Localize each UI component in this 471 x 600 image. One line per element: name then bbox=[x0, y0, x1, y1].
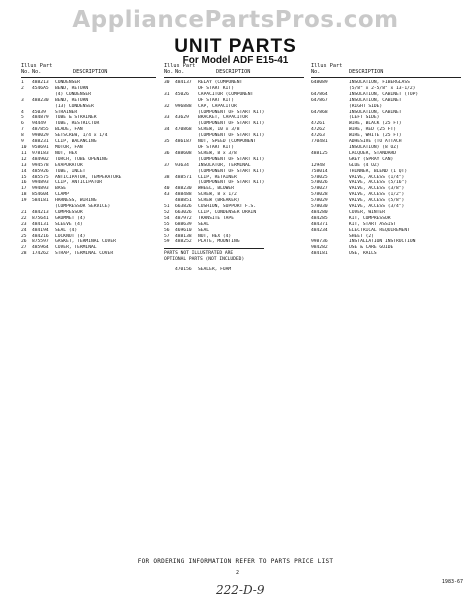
illus-no: 52 bbox=[164, 209, 170, 215]
part-description: GREY (SPRAY CAN) bbox=[349, 156, 394, 162]
part-no: 484194 bbox=[32, 227, 49, 233]
illus-no: 36 bbox=[164, 150, 170, 156]
part-no: 484285 bbox=[311, 215, 328, 221]
page-number: 2 bbox=[236, 570, 240, 576]
part-description: BRACKET, CAPACITOR bbox=[198, 115, 248, 121]
part-no: 484137 bbox=[175, 80, 192, 85]
part-no: 648089 bbox=[311, 80, 328, 85]
parts-column-2 bbox=[164, 64, 304, 273]
illus-no: 37 bbox=[164, 162, 170, 168]
part-no: 647867 bbox=[311, 97, 328, 103]
illus-no: 43 bbox=[164, 192, 170, 198]
part-description: SEALER, FOAM bbox=[198, 267, 232, 273]
part-no: 578025 bbox=[311, 174, 328, 180]
part-no: 47263 bbox=[311, 133, 325, 139]
part-description: EVAPORATOR bbox=[55, 162, 83, 168]
part-no: 488230 bbox=[32, 97, 49, 103]
part-no: 487972 bbox=[175, 215, 192, 221]
part-no: 4546A5 bbox=[32, 85, 49, 91]
page-title: UNIT PARTS bbox=[174, 36, 297, 57]
illus-no: 4 bbox=[21, 109, 24, 115]
part-description: COVER, TERMINAL bbox=[55, 245, 97, 251]
illus-no: 26 bbox=[21, 239, 27, 245]
illus-no: 40 bbox=[164, 186, 170, 192]
part-description: BEND, RETURN bbox=[55, 85, 89, 91]
header-illus: Illus Part bbox=[164, 63, 196, 69]
part-no: 484181 bbox=[311, 251, 328, 257]
part-no: 758014 bbox=[311, 168, 328, 174]
illus-no: 17 bbox=[21, 186, 27, 192]
part-description: TRANSITE TAPE bbox=[198, 215, 234, 221]
part-description: SEAL (4) bbox=[55, 227, 78, 233]
part-description: (COMPONENT OF START KIT) bbox=[198, 133, 265, 139]
part-no: 488851 bbox=[175, 198, 192, 204]
list-item bbox=[164, 267, 304, 273]
list-item bbox=[311, 251, 461, 257]
part-description: KIT, COMPRESSOR bbox=[349, 215, 391, 221]
illus-no: 16 bbox=[21, 180, 27, 186]
part-no: 470868 bbox=[175, 127, 192, 133]
part-description: GROMMET (4) bbox=[55, 215, 86, 221]
note-line: OPTIONAL PARTS (NOT INCLUDED) bbox=[164, 257, 245, 263]
list-item bbox=[21, 251, 156, 257]
illus-no: 25 bbox=[21, 233, 27, 239]
illus-no: 18 bbox=[21, 192, 27, 198]
part-no: 47262 bbox=[311, 127, 325, 133]
column-header bbox=[311, 64, 461, 80]
part-description: SEAL bbox=[198, 227, 210, 233]
part-no: 770481 bbox=[311, 139, 328, 145]
illus-no: 13 bbox=[21, 162, 27, 168]
part-description: VALVE, ACCESS (3/8") bbox=[349, 186, 405, 192]
part-no: 488571 bbox=[175, 174, 192, 180]
header-illus: Illus Part bbox=[21, 63, 53, 69]
part-no: 978183 bbox=[32, 150, 49, 156]
header-part-no: No. bbox=[32, 69, 42, 75]
part-description: (COMPONENT OF START KIT) bbox=[198, 121, 265, 127]
note-line: PARTS NOT ILLUSTRATED ARE bbox=[164, 251, 234, 257]
part-description: INSULATION, CABINET bbox=[349, 97, 402, 103]
illus-no: 27 bbox=[21, 245, 27, 251]
part-description: INSULATION, CABINET bbox=[349, 109, 402, 115]
part-no: 12948 bbox=[311, 162, 325, 168]
illus-no: 34 bbox=[164, 127, 170, 133]
illus-no: 31 bbox=[164, 91, 170, 97]
illus-no: 38 bbox=[164, 174, 170, 180]
part-description: (COMPONENT OF START KIT) bbox=[198, 109, 265, 115]
part-description: NUT, SPEED (COMPONENT bbox=[198, 139, 257, 145]
part-no: 469610 bbox=[175, 227, 192, 233]
part-no: 488125 bbox=[311, 150, 328, 156]
part-description: ANTICIPATOR, TEMPERATURE bbox=[55, 174, 122, 180]
illus-no: 14 bbox=[21, 168, 27, 174]
header-part: Illus Part bbox=[311, 63, 343, 69]
part-description: (4) CONDENSER bbox=[55, 91, 91, 97]
part-no: 994893 bbox=[32, 186, 49, 192]
part-description: STRAINER bbox=[55, 109, 78, 115]
part-description: LOCKNUT (4) bbox=[55, 233, 86, 239]
part-description: HARNESS, WIRING bbox=[55, 198, 97, 204]
part-no: 484234 bbox=[311, 227, 328, 233]
part-no: 875597 bbox=[32, 239, 49, 245]
header-rule bbox=[164, 77, 304, 78]
part-description: COVER, WINTER bbox=[349, 209, 385, 215]
illus-no: 6 bbox=[21, 121, 24, 127]
part-description: CUSHION, SUPPORT F.S. bbox=[198, 204, 257, 210]
part-description: INSULATION) (8 OZ) bbox=[349, 144, 399, 150]
illus-no: 21 bbox=[21, 209, 27, 215]
illus-no: 56 bbox=[164, 227, 170, 233]
part-no: 647868 bbox=[311, 109, 328, 115]
header-description: DESCRIPTION bbox=[73, 69, 108, 75]
part-no: 663026 bbox=[175, 209, 192, 215]
illus-no bbox=[164, 267, 175, 273]
part-description: INSULATOR, TERMINAL bbox=[198, 162, 251, 168]
part-description: STRAP, TERMINAL COVER bbox=[55, 251, 114, 257]
part-description: (COMPONENT OF START KIT) bbox=[198, 168, 265, 174]
part-description: OF START KIT) bbox=[198, 97, 234, 103]
part-description: CLIP, ANTICIPATOR bbox=[55, 180, 103, 186]
part-description: PLATE, MOUNTING bbox=[198, 239, 240, 245]
part-description: CLIP, CONDENSER DRAIN bbox=[198, 209, 257, 215]
optional-parts-note bbox=[164, 251, 304, 263]
part-no: 488213 bbox=[32, 80, 49, 85]
part-description: SETSCREW, 1/4 x 1/4 bbox=[55, 133, 108, 139]
part-no: 994578 bbox=[32, 162, 49, 168]
part-no: 484902 bbox=[32, 156, 49, 162]
parts-list bbox=[311, 80, 461, 257]
document-code: 1983-67 bbox=[441, 579, 463, 585]
part-description: BEND, RETURN bbox=[55, 97, 89, 103]
part-description: OF START KIT) bbox=[198, 144, 234, 150]
part-no: 484879 bbox=[32, 115, 49, 121]
part-no: 470156 bbox=[175, 267, 192, 273]
illus-no: 9 bbox=[21, 139, 24, 145]
illus-no: 23 bbox=[21, 221, 27, 227]
part-description: BASE bbox=[55, 186, 67, 192]
part-description: TUBE, RESTRICTOR bbox=[55, 121, 100, 127]
part-no: 958691 bbox=[32, 144, 49, 150]
part-no: 94449 bbox=[32, 121, 46, 127]
part-no: 485964 bbox=[32, 245, 49, 251]
illus-no: 30 bbox=[164, 80, 170, 85]
header-rule bbox=[311, 77, 461, 78]
illus-no: 5 bbox=[21, 115, 24, 121]
part-no: 994893 bbox=[32, 180, 49, 186]
part-description: VALVE, ACCESS (1/2") bbox=[349, 192, 405, 198]
part-no: 996888 bbox=[175, 103, 192, 109]
part-description: WHEEL, BLOWER bbox=[198, 186, 234, 192]
part-no: 485926 bbox=[32, 168, 49, 174]
part-description: ELECTRICAL REQUIREMENT bbox=[349, 227, 410, 233]
illus-no: 57 bbox=[164, 233, 170, 239]
part-no: 578026 bbox=[311, 180, 328, 186]
part-description: VALVE, ACCESS (5/16") bbox=[349, 180, 408, 186]
part-description: (5/8" x 2-5/8" x 13-1/2) bbox=[349, 85, 416, 91]
part-description: TUBE & STRAINER bbox=[55, 115, 97, 121]
part-no: 487855 bbox=[32, 127, 49, 133]
illus-no: 55 bbox=[164, 221, 170, 227]
part-description: SLEEVE (4) bbox=[55, 221, 83, 227]
part-description: NUT, HEX bbox=[55, 150, 78, 156]
part-description: VALVE, ACCESS (3/4") bbox=[349, 204, 405, 210]
part-description: CONDENSER bbox=[55, 80, 80, 85]
handwritten-note: 222-D-9 bbox=[216, 583, 265, 597]
part-description: SEAL bbox=[198, 221, 210, 227]
part-no: 488230 bbox=[175, 186, 192, 192]
illus-no: 8 bbox=[21, 133, 24, 139]
part-no: 688639 bbox=[175, 221, 192, 227]
illus-no: 11 bbox=[21, 150, 27, 156]
part-no: 43629 bbox=[175, 115, 189, 121]
part-no: 488488 bbox=[175, 192, 192, 198]
part-no: 578028 bbox=[311, 192, 328, 198]
header-part-no: No. bbox=[311, 69, 321, 75]
column-header bbox=[21, 64, 156, 80]
header-part-no: No. bbox=[175, 69, 185, 75]
part-description: COMPRESSOR bbox=[55, 209, 83, 215]
illus-no: 28 bbox=[21, 251, 27, 257]
part-no: 488252 bbox=[175, 239, 192, 245]
part-description: USE & CARE GUIDE bbox=[349, 245, 394, 251]
parts-column-3 bbox=[311, 64, 461, 257]
part-no: 488608 bbox=[175, 150, 192, 156]
part-no: 484371 bbox=[311, 221, 328, 227]
page-subtitle: For Model ADF E15-41 bbox=[182, 55, 289, 66]
illus-no: 54 bbox=[164, 215, 170, 221]
part-no: 984282 bbox=[311, 245, 328, 251]
column-header bbox=[164, 64, 304, 80]
part-no: 484280 bbox=[311, 209, 328, 215]
ordering-footer: FOR ORDERING INFORMATION REFER TO PARTS PRICE LIST bbox=[137, 558, 334, 565]
illus-no: 35 bbox=[164, 139, 170, 145]
part-description: (COMPRESSOR SERVICE) bbox=[55, 204, 111, 210]
part-description: CAP, CAPACITOR bbox=[198, 103, 237, 109]
part-description: WIRE, BLACK (25 FT) bbox=[349, 121, 402, 127]
part-no: 484216 bbox=[32, 233, 49, 239]
part-no: 484131 bbox=[32, 221, 49, 227]
part-description: SCREW, 8 x 3/8 bbox=[198, 150, 237, 156]
part-no: 47261 bbox=[311, 121, 325, 127]
part-description: CLIP, BALANCING bbox=[55, 139, 97, 145]
part-no: 647864 bbox=[311, 91, 328, 97]
parts-column-1 bbox=[21, 64, 156, 257]
part-description: (RIGHT SIDE) bbox=[349, 103, 383, 109]
part-description: WIRE, RED (25 FT) bbox=[349, 127, 397, 133]
header-description: DESCRIPTION bbox=[216, 69, 251, 75]
part-description: USE, RAILS bbox=[349, 251, 377, 257]
header-description: DESCRIPTION bbox=[349, 69, 384, 75]
part-description: (COMPONENT OF START KIT) bbox=[198, 180, 265, 186]
illus-no: 59 bbox=[164, 239, 170, 245]
illus-no: 51 bbox=[164, 204, 170, 210]
part-no: 485575 bbox=[32, 174, 49, 180]
part-description: SCREW, 10 x 3/8 bbox=[198, 127, 240, 133]
part-no: 488138 bbox=[175, 233, 192, 239]
part-description: LACQUER, STANDARD bbox=[349, 150, 397, 156]
part-description: TORCH, TUBE OPENING bbox=[55, 156, 108, 162]
part-no: 484213 bbox=[32, 209, 49, 215]
parts-list bbox=[164, 80, 304, 245]
part-no: 578027 bbox=[311, 186, 328, 192]
part-description: GLUE (4 OZ) bbox=[349, 162, 380, 168]
part-description: INSULATION, FIBERGLASS bbox=[349, 80, 410, 85]
part-no: 45039 bbox=[32, 109, 46, 115]
part-description: SCREW (BREAKER) bbox=[198, 198, 240, 204]
part-description: SHEET (2) bbox=[349, 233, 374, 239]
illus-no: 22 bbox=[21, 215, 27, 221]
illus-no: 24 bbox=[21, 227, 27, 233]
part-description: KIT, START ASSIST bbox=[349, 221, 397, 227]
illus-no: 12 bbox=[21, 156, 27, 162]
part-description: CLAMP bbox=[55, 192, 69, 198]
divider bbox=[164, 248, 264, 249]
part-description: MOTOR, FAN bbox=[55, 144, 83, 150]
illus-no: 32 bbox=[164, 103, 170, 109]
part-no: 486187 bbox=[175, 139, 192, 145]
illus-no: 10 bbox=[21, 144, 27, 150]
part-no: 584181 bbox=[32, 198, 49, 204]
part-no: 488231 bbox=[32, 139, 49, 145]
part-description: (LEFT SIDE) bbox=[349, 115, 380, 121]
part-description: ADHESIVE (TO ATTACH bbox=[349, 139, 402, 145]
illus-no: 19 bbox=[21, 198, 27, 204]
header-no: No. bbox=[164, 69, 174, 75]
illus-no: 2 bbox=[21, 85, 24, 91]
illus-no: 15 bbox=[21, 174, 27, 180]
part-description: GASKET, TERMINAL COVER bbox=[55, 239, 116, 245]
illus-no: 3 bbox=[21, 97, 24, 103]
part-description: CLIP, RETAINER bbox=[198, 174, 237, 180]
part-description: (COMPONENT OF START KIT) bbox=[198, 156, 265, 162]
illus-no: 1 bbox=[21, 80, 24, 85]
part-description: VALVE, ACCESS (5/8") bbox=[349, 198, 405, 204]
part-no: 854604 bbox=[32, 192, 49, 198]
part-description: VALVE, ACCESS (1/4") bbox=[349, 174, 405, 180]
part-no: 93634 bbox=[175, 162, 189, 168]
part-description: SCREW, 8 x 1/2 bbox=[198, 192, 237, 198]
part-no: 998736 bbox=[311, 239, 328, 245]
part-description: TUBE, INLET bbox=[55, 168, 86, 174]
watermark: AppliancePartsPros.com bbox=[72, 7, 399, 33]
part-no: 578030 bbox=[311, 204, 328, 210]
part-no: 998029 bbox=[32, 133, 49, 139]
part-description: INSULATION, CABINET (TOP) bbox=[349, 91, 419, 97]
part-description: INSTALLATION INSTRUCTION bbox=[349, 239, 416, 245]
part-no: 578029 bbox=[311, 198, 328, 204]
part-description: (13) CONDENSER bbox=[55, 103, 94, 109]
part-description: CAPACITOR (COMPONENT bbox=[198, 91, 254, 97]
part-no: 663826 bbox=[175, 204, 192, 210]
header-no: No. bbox=[21, 69, 31, 75]
part-description: OF START KIT) bbox=[198, 85, 234, 91]
part-description: RELAY (COMPONENT bbox=[198, 80, 243, 85]
part-no: 45026 bbox=[175, 91, 189, 97]
header-rule bbox=[21, 77, 156, 78]
part-description: THINNER, BLEND (1 QT) bbox=[349, 168, 408, 174]
list-item bbox=[164, 239, 304, 245]
illus-no: 33 bbox=[164, 115, 170, 121]
parts-list bbox=[21, 80, 156, 257]
illus-no: 7 bbox=[21, 127, 24, 133]
part-description: NUT, HEX (4) bbox=[198, 233, 232, 239]
part-description: BLADE, FAN bbox=[55, 127, 83, 133]
part-no: 174262 bbox=[32, 251, 49, 257]
part-no: 875641 bbox=[32, 215, 49, 221]
part-description: WIRE, WHITE (25 FT) bbox=[349, 133, 402, 139]
